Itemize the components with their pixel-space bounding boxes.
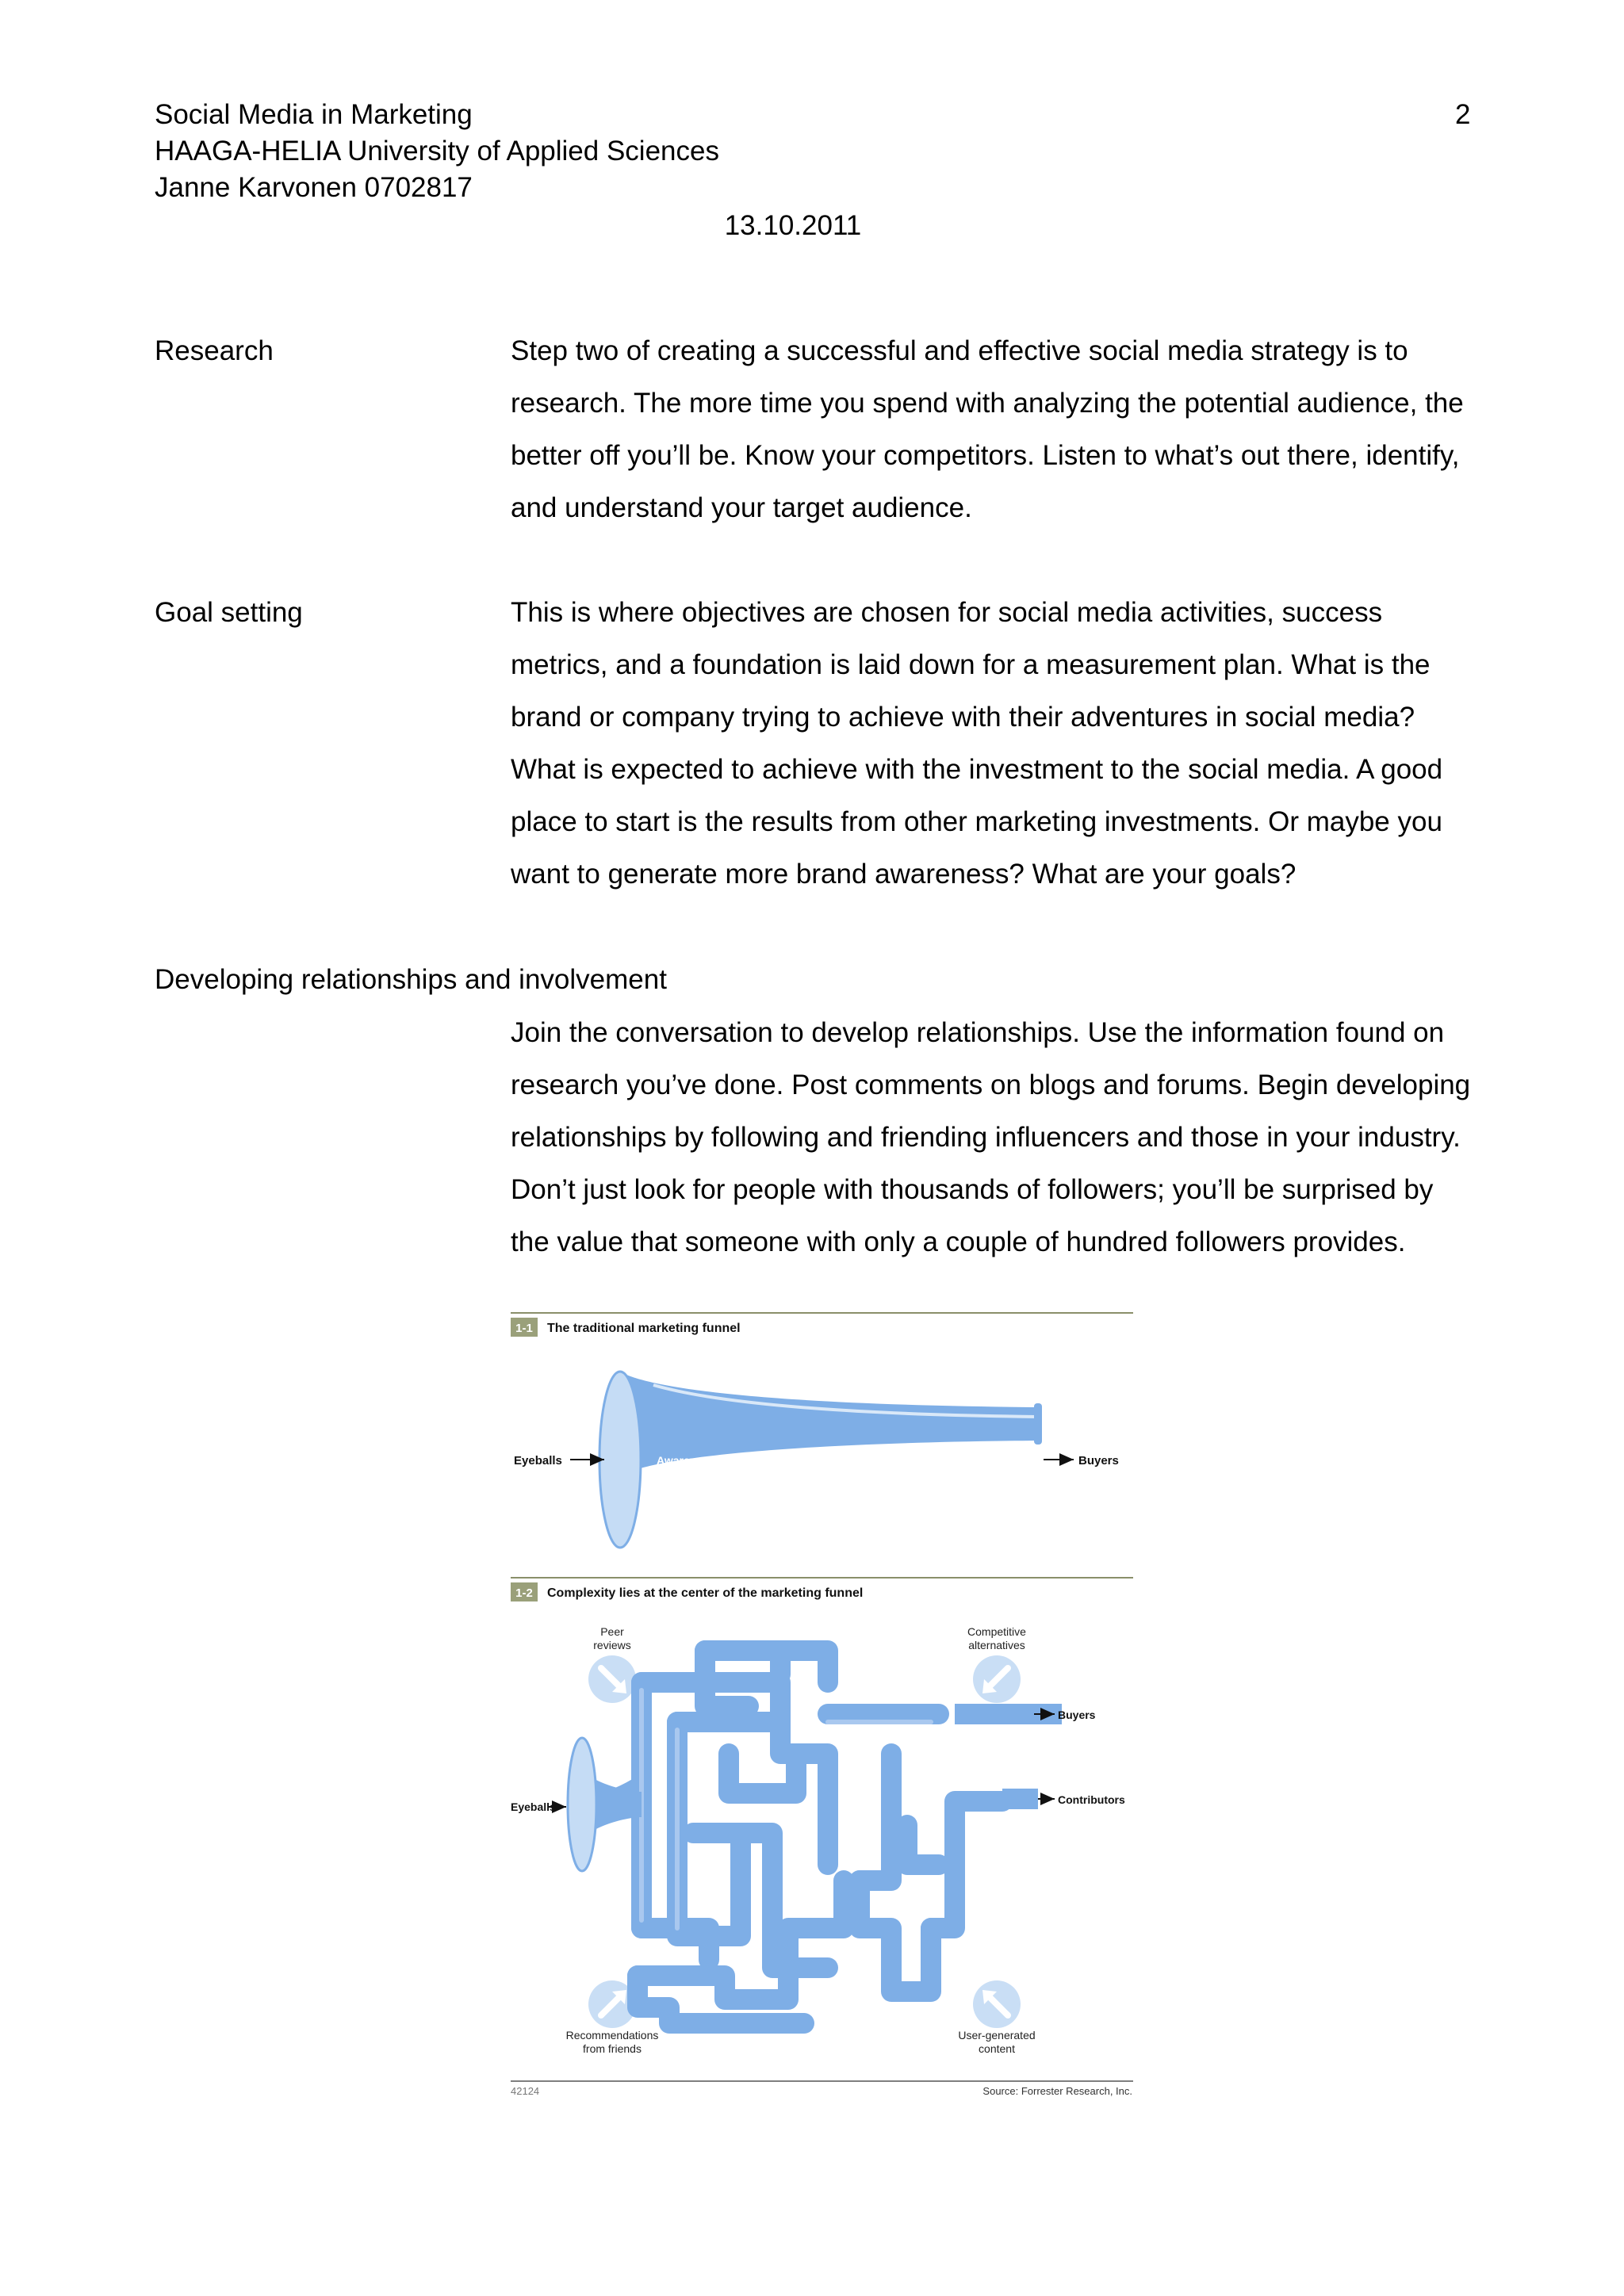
header-course-title: Social Media in Marketing xyxy=(155,99,473,130)
panel2-input-label: Eyeballs xyxy=(511,1800,556,1813)
influence-recommendations-line1: Recommendations xyxy=(565,2029,659,2042)
section-body-research xyxy=(511,325,1474,534)
stage-loyalty: Loyalty xyxy=(982,1454,1021,1467)
influence-peer-reviews-line2: reviews xyxy=(593,1639,631,1651)
stage-preference: Preference xyxy=(837,1454,894,1467)
header-university: HAAGA-HELIA University of Applied Sciences xyxy=(155,136,719,166)
section-label-relationships: Developing relationships and involvement xyxy=(155,964,667,995)
influence-user-generated-line2: content xyxy=(979,2042,1015,2055)
stage-consideration: Consideration xyxy=(734,1454,810,1467)
influence-arrow-icon xyxy=(973,1980,1021,2028)
paragraph: This is where objectives are chosen for social media activities, success metrics, and a foundation is laid down for a measurement plan. What is the brand or company trying to achieve with their adventures in social media? What is expected to achieve with the investment to the social media. A good place to start is the results from other marketing investments. Or maybe you want to generate more brand awareness? What are your goals? xyxy=(511,597,1443,890)
maze-funnel-mouth xyxy=(568,1738,596,1871)
section-label-goal-setting: Goal setting xyxy=(155,597,303,628)
panel1-input-label: Eyeballs xyxy=(514,1454,562,1468)
influence-arrow-icon xyxy=(588,1655,636,1703)
figure-source: Source: Forrester Research, Inc. xyxy=(982,2085,1132,2097)
influence-competitive-line2: alternatives xyxy=(968,1639,1025,1651)
marketing-funnel-figure xyxy=(511,1310,1134,2103)
influence-peer-reviews-line1: Peer xyxy=(600,1625,624,1638)
output-buyers: Buyers xyxy=(1058,1709,1096,1721)
panel2-number: 1-2 xyxy=(515,1586,533,1600)
figure-id: 42124 xyxy=(511,2085,540,2097)
complexity-maze xyxy=(582,1651,1002,2023)
paragraph: Join the conversation to develop relationships. Use the information found on research you’ve done. Post comments on blogs and forums. Begin developing relationships by following and friending influencers and those in your industry. Don’t just look for people with thousands of followers; you’ll be surprised by the value that someone with only a couple of hundred followers provides. xyxy=(511,1017,1471,1257)
section-body-relationships xyxy=(511,1007,1474,1269)
panel1-output-label: Buyers xyxy=(1078,1454,1119,1468)
funnel-mouth xyxy=(599,1372,641,1548)
stage-awareness: Awareness xyxy=(657,1454,715,1467)
funnel-end xyxy=(1034,1403,1042,1445)
influence-arrow-icon xyxy=(973,1655,1021,1703)
header-author: Janne Karvonen 0702817 xyxy=(155,172,473,203)
page-number: 2 xyxy=(1455,99,1471,130)
funnel-illustration xyxy=(511,1310,1134,2103)
panel1-number: 1-1 xyxy=(515,1322,533,1335)
section-label-research: Research xyxy=(155,335,274,366)
section-body-goal-setting xyxy=(511,587,1474,901)
influence-competitive-line1: Competitive xyxy=(967,1625,1026,1638)
panel2-title: Complexity lies at the center of the marketing funnel xyxy=(547,1586,864,1600)
stage-action: Action xyxy=(922,1454,957,1467)
paragraph: Step two of creating a successful and effective social media strategy is to research. The more time you spend with analyzing the potential audience, the better off you’ll be. Know your competitors. Listen to what’s out there, identify, and understand your target audience. xyxy=(511,335,1464,523)
influence-user-generated-line1: User-generated xyxy=(958,2029,1036,2042)
date-text: 13.10.2011 xyxy=(724,210,862,241)
influence-recommendations-line2: from friends xyxy=(583,2042,642,2055)
output-contributors: Contributors xyxy=(1058,1793,1125,1806)
panel1-title: The traditional marketing funnel xyxy=(547,1322,741,1335)
header-date xyxy=(0,208,1624,244)
